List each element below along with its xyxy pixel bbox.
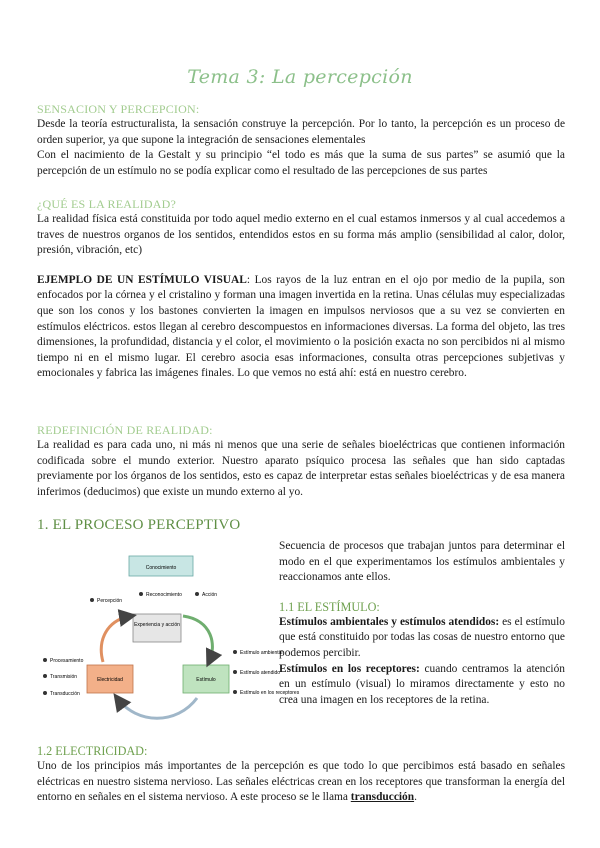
section-realidad [37,197,565,382]
underlined-term: transducción [350,791,415,804]
label-transmision: Transmisión [50,674,78,680]
label-estimulo-receptores: Estímulo en los receptores [240,690,300,696]
paragraph-example [37,273,565,382]
paragraph [279,662,565,709]
arrow-to-electricity [117,698,197,718]
stimulus-label: Estímulo [196,677,216,683]
electricity-label: Electricidad [97,677,123,683]
label-reconocimiento: Reconocimiento [146,592,182,598]
subheading-estimulo: 1.1 EL ESTÍMULO: [279,599,380,614]
bullet-icon [139,592,143,596]
label-percepcion: Percepción [97,598,123,604]
label-accion: Acción [202,592,218,598]
section-heading: REDEFINICIÓN DE REALIDAD: [37,423,213,437]
section-electricidad [37,744,565,806]
label-procesamiento: Procesamiento [50,658,84,664]
page-title: Tema 3: La percepción [187,66,413,88]
bullet-icon [195,592,199,596]
paragraph [37,759,565,806]
bullet-icon [233,650,237,654]
proceso-right-column [279,539,565,708]
bold-term: EJEMPLO DE UN ESTÍMULO VISUAL [37,273,247,286]
arrow-to-experience [101,616,131,662]
bold-term: Estímulos ambientales y estímulos atendidos: [279,615,500,628]
bullet-icon [43,691,47,695]
bullet-icon [233,670,237,674]
paragraph-text: : Los rayos de la luz entran en el ojo por medio de la pupila, son enfocados por la córnea y el cristalino y forman una imagen invertida en la retina. Unas células muy especializadas que son los conos y los bastones convierten la imagen en impulsos nerviosos que a su vez se convierten en estímulos eléctricos. estos llegan al cerebro descompuestos en informaciones diversas. La forma del objeto, las tres dimensiones, la profundidad, distancia y el color, el movimiento o la posición exacta no son percibidos ni al mismo tiempo ni en el mismo lugar. El cerebro asocia esas informaciones, consulta otras percepciones subjetivas y emocionales y fabrica las imágenes finales. Lo que vemos no está ahí: está en nuestro cerebro. [37,273,565,380]
section-heading: ¿QUÉ ES LA REALIDAD? [37,197,176,211]
paragraph-intro: Secuencia de procesos que trabajan juntos para determinar el modo en el que experimentamos los estímulos ambientales y reaccionamos ante ellos. [279,540,565,584]
experience-label: Experiencia y acción [134,622,180,628]
paragraph-text: Uno de los principios más importantes de la percepción es que todo lo que percibimos está basado en señales eléctricas en nuestro sistema nervioso. Las señales eléctricas crean en los receptores que transforman la energía del entorno en señales en el sistema nervioso. A este proceso se le llama [37,760,565,804]
arrow-to-stimulus [183,616,212,662]
paragraph: Con el nacimiento de la Gestalt y su principio “el todo es más que la suma de sus partes” se asumió que la percepción de un estímulo no se podía explicar como el resultado de las percepciones de sus partes [37,149,565,177]
subheading-electricidad: 1.2 ELECTRICIDAD: [37,744,148,758]
bold-term: Estímulos en los receptores: [279,662,420,675]
paragraph: La realidad es para cada uno, ni más ni menos que una serie de señales bioeléctricas que contienen información codificada sobre el mundo exterior. Nuestro aparato psíquico procesa las señales que han sido captadas previamente por los órganos de los sentidos, esto es capaz de interpretar estas señales bioeléctricas y de esa manera inferimos (deducimos) que existe un mundo externo al yo. [37,439,565,498]
paragraph [279,615,565,662]
label-estimulo-atendido: Estímulo atendido [240,670,281,676]
bullet-icon [43,658,47,662]
experience-box [133,614,181,642]
paragraph-text: . [414,791,417,804]
bullet-icon [90,598,94,602]
bullet-icon [43,674,47,678]
label-transduccion: Transducción [50,691,80,697]
knowledge-label: Conocimiento [145,565,177,571]
section-sensacion [37,102,565,179]
paragraph-text: cuando centramos la atención en un estímulo (visual) lo miramos directamente y esto no crea una imagen en los receptores de la retina. [279,662,565,706]
section-heading-proceso: 1. EL PROCESO PERCEPTIVO [37,517,241,533]
bullet-icon [233,690,237,694]
label-estimulo-ambiental: Estímulo ambiental [240,650,283,656]
perceptual-process-diagram [37,550,300,735]
section-heading: SENSACION Y PERCEPCION: [37,102,200,116]
section-redefinicion [37,423,565,500]
paragraph: Desde la teoría estructuralista, la sensación construye la percepción. Por lo tanto, la percepción es un proceso de orden superior, ya que supone la integración de sensaciones elementales [37,118,565,146]
paragraph: La realidad física está constituida por todo aquel medio externo en el cual estamos inmersos y al cual accedemos a traves de nuestros organos de los sentidos, entendidos estos en su forma más amplio (sensibilidad al calor, dolor, presión, vibración, etc) [37,213,565,257]
paragraph-text: es el estímulo que está constituido por todas las cosas de nuestro entorno que podemos percibir. [279,615,565,659]
